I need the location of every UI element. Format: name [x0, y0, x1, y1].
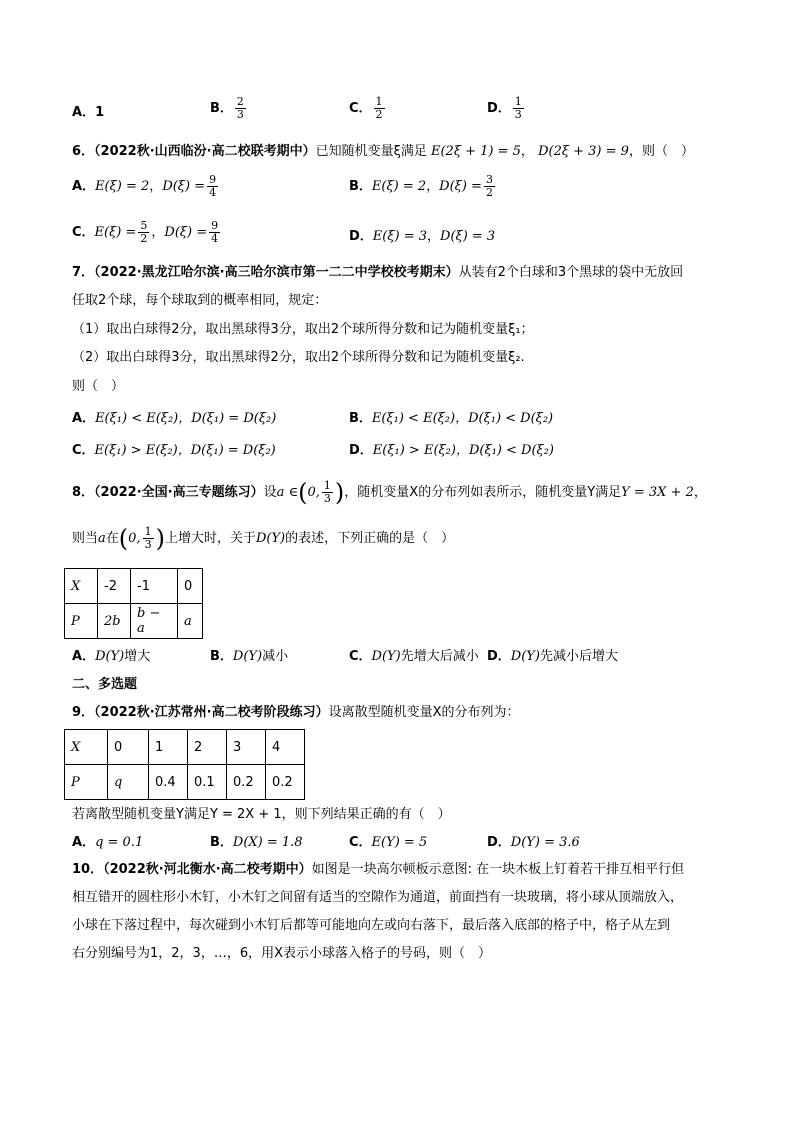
table-cell: -2: [98, 569, 131, 604]
table-cell: X: [65, 730, 108, 765]
q5-option-d: D． $\frac{1}{3}$: [487, 95, 522, 121]
q9-option-b: B．D(X) = 1.8: [210, 835, 303, 850]
q6-option-c: C．E(ξ) = $\frac{5}{2}$ ，D(ξ) = $\frac{9}{4}$: [72, 219, 219, 245]
table-row: [65, 730, 305, 765]
fraction: $\frac{9}{4}$: [211, 219, 219, 245]
fraction: $\frac{1}{3}$: [514, 95, 522, 121]
q7-option-d: D．E(ξ₁) > E(ξ₂)，D(ξ₁) < D(ξ₂): [349, 443, 554, 458]
table-cell: 0: [178, 569, 203, 604]
q10-line4: 右分别编号为1，2，3，…，6，用X表示小球落入格子的号码，则（ ）: [72, 946, 491, 961]
table-cell: 3: [227, 730, 266, 765]
q6-option-b: B．E(ξ) = 2，D(ξ) = $\frac{3}{2}$: [349, 173, 493, 199]
q7-ask: 则（ ）: [72, 379, 125, 394]
fraction: $\frac{3}{2}$: [485, 173, 493, 199]
section-title: 二、多选题: [72, 677, 138, 692]
fraction: $\frac{1}{3}$: [144, 525, 152, 551]
fraction: $\frac{5}{2}$: [140, 219, 148, 245]
q7-option-c: C．E(ξ₁) > E(ξ₂)，D(ξ₁) = D(ξ₂): [72, 443, 276, 458]
q9-stem: 9．（2022秋·江苏常州·高二校考阶段练习）设离散型随机变量X的分布列为：: [72, 705, 520, 720]
q7-option-b: B．E(ξ₁) < E(ξ₂)，D(ξ₁) < D(ξ₂): [349, 411, 554, 426]
table-row: [65, 569, 203, 604]
fraction: $\frac{9}{4}$: [209, 173, 217, 199]
q8-option-b: B．D(Y)减小: [210, 649, 289, 664]
table-row: [65, 604, 203, 639]
q8-option-d: D．D(Y)先减小后增大: [487, 649, 618, 664]
table-cell: 0.2: [266, 765, 305, 800]
q10-line1: 10．（2022秋·河北衡水·高二校考期中）如图是一块高尔顿板示意图: 在一块木板上钉着若干排互相平行但: [72, 862, 685, 877]
q5-option-c: C． $\frac{1}{2}$: [349, 95, 383, 121]
table-cell: -1: [131, 569, 178, 604]
table-cell: 4: [266, 730, 305, 765]
q9-line2: 若离散型随机变量Y满足Y = 2X + 1，则下列结果正确的有（ ）: [72, 807, 451, 822]
q8-stem-line1: 8．（2022·全国·高三专题练习）设a ∈(0, $\frac{1}{3}$ )，随机变量X的分布列如表所示，随机变量Y满足Y = 3X + 2，: [72, 478, 707, 507]
q9-option-d: D．D(Y) = 3.6: [487, 835, 580, 850]
fraction: $\frac{1}{3}$: [323, 479, 331, 505]
table-cell: P: [65, 765, 108, 800]
q7-rule2: （2）取出白球得3分，取出黑球得2分，取出2个球所得分数和记为随机变量ξ₂.: [72, 350, 525, 365]
table-cell: 0.2: [227, 765, 266, 800]
table-cell: 1: [149, 730, 188, 765]
q7-option-a: A．E(ξ₁) < E(ξ₂)，D(ξ₁) = D(ξ₂): [72, 411, 277, 426]
q7-rule1: （1）取出白球得2分，取出黑球得3分，取出2个球所得分数和记为随机变量ξ₁；: [72, 322, 534, 337]
table-cell: X: [65, 569, 98, 604]
q9-option-c: C．E(Y) = 5: [349, 835, 428, 850]
q9-distribution-table: [64, 729, 305, 800]
table-cell: b − a: [131, 604, 178, 639]
table-cell: P: [65, 604, 98, 639]
table-cell: 0.1: [188, 765, 227, 800]
q7-stem-line1: 7．（2022·黑龙江哈尔滨·高三哈尔滨市第一二二中学校校考期末）从装有2个白球和3个黑球的袋中无放回: [72, 265, 684, 280]
table-row: [65, 765, 305, 800]
q6-option-a: A．E(ξ) = 2，D(ξ) = $\frac{9}{4}$: [72, 173, 217, 199]
q8-stem-line2: 则当a在(0, $\frac{1}{3}$ )上增大时，关于D(Y)的表述，下列正确的是（ ）: [72, 524, 455, 553]
table-cell: q: [108, 765, 149, 800]
q8-option-c: C．D(Y)先增大后减小: [349, 649, 479, 664]
q8-option-a: A．D(Y)增大: [72, 649, 151, 664]
q6-option-d: D．E(ξ) = 3，D(ξ) = 3: [349, 229, 496, 244]
q9-option-a: A．q = 0.1: [72, 835, 144, 850]
fraction: $\frac{1}{2}$: [375, 95, 383, 121]
q10-line2: 相互错开的圆柱形小木钉，小木钉之间留有适当的空隙作为通道，前面挡有一块玻璃，将小球从顶端放入，: [72, 890, 684, 905]
q5-option-a: A．1: [72, 105, 105, 120]
table-cell: 0.4: [149, 765, 188, 800]
q10-line3: 小球在下落过程中，每次碰到小木钉后都等可能地向左或向右落下，最后落入底部的格子中，格子从左到: [72, 918, 671, 933]
q8-distribution-table: [64, 568, 203, 639]
q5-option-b: B． $\frac{2}{3}$: [210, 95, 244, 121]
table-cell: 0: [108, 730, 149, 765]
q6-stem: 6．（2022秋·山西临汾·高二校联考期中）已知随机变量ξ满足 E(2ξ + 1) = 5， D(2ξ + 3) = 9，则（ ）: [72, 144, 694, 159]
fraction: $\frac{2}{3}$: [236, 95, 244, 121]
q7-stem-line2: 任取2个球，每个球取到的概率相同，规定：: [72, 293, 328, 308]
table-cell: 2: [188, 730, 227, 765]
table-cell: 2b: [98, 604, 131, 639]
table-cell: a: [178, 604, 203, 639]
